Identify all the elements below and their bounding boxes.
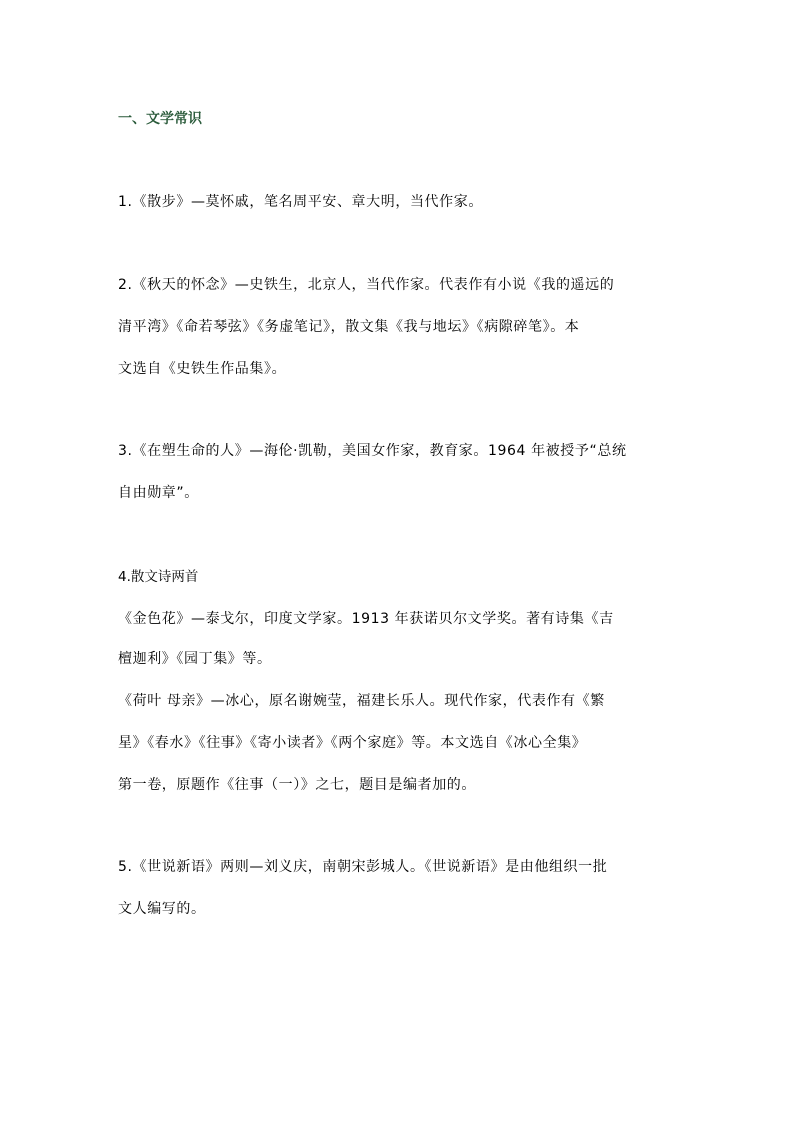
item-4-line-5: 第一卷，原题作《往事（一）》之七，题目是编者加的。 bbox=[118, 777, 476, 793]
item-4-line-4: 星》《春水》《往事》《寄小读者》《两个家庭》等。本文选自《冰心全集》 bbox=[118, 735, 587, 751]
item-2-line-1: 2.《秋天的怀念》—史铁生，北京人，当代作家。代表作有小说《我的遥远的 bbox=[118, 277, 615, 293]
item-2-line-3: 文选自《史铁生作品集》。 bbox=[118, 361, 287, 377]
item-2-line-2: 清平湾》《命若琴弦》《务虚笔记》，散文集《我与地坛》《病隙碎笔》。本 bbox=[118, 319, 580, 335]
item-1-text: 1.《散步》—莫怀戚，笔名周平安、章大明，当代作家。 bbox=[118, 194, 483, 210]
item-3-line-1: 3.《在塑生命的人》—海伦·凯勒，美国女作家，教育家。1964 年被授予“总统 bbox=[118, 443, 627, 459]
item-3-line-2: 自由勋章”。 bbox=[118, 485, 199, 501]
item-4-line-3: 《荷叶 母亲》—冰心，原名谢婉莹，福建长乐人。现代作家，代表作有《繁 bbox=[118, 693, 605, 709]
item-4-heading: 4.散文诗两首 bbox=[118, 569, 199, 585]
section-heading: 一、文学常识 bbox=[118, 111, 202, 127]
item-5-line-1: 5.《世说新语》两则—刘义庆，南朝宋彭城人。《世说新语》是由他组织一批 bbox=[118, 859, 608, 875]
item-4-line-1: 《金色花》—泰戈尔，印度文学家。1913 年获诺贝尔文学奖。著有诗集《吉 bbox=[118, 611, 614, 627]
item-5-line-2: 文人编写的。 bbox=[118, 901, 206, 917]
item-4-line-2: 檀迦利》《园丁集》等。 bbox=[118, 651, 272, 667]
